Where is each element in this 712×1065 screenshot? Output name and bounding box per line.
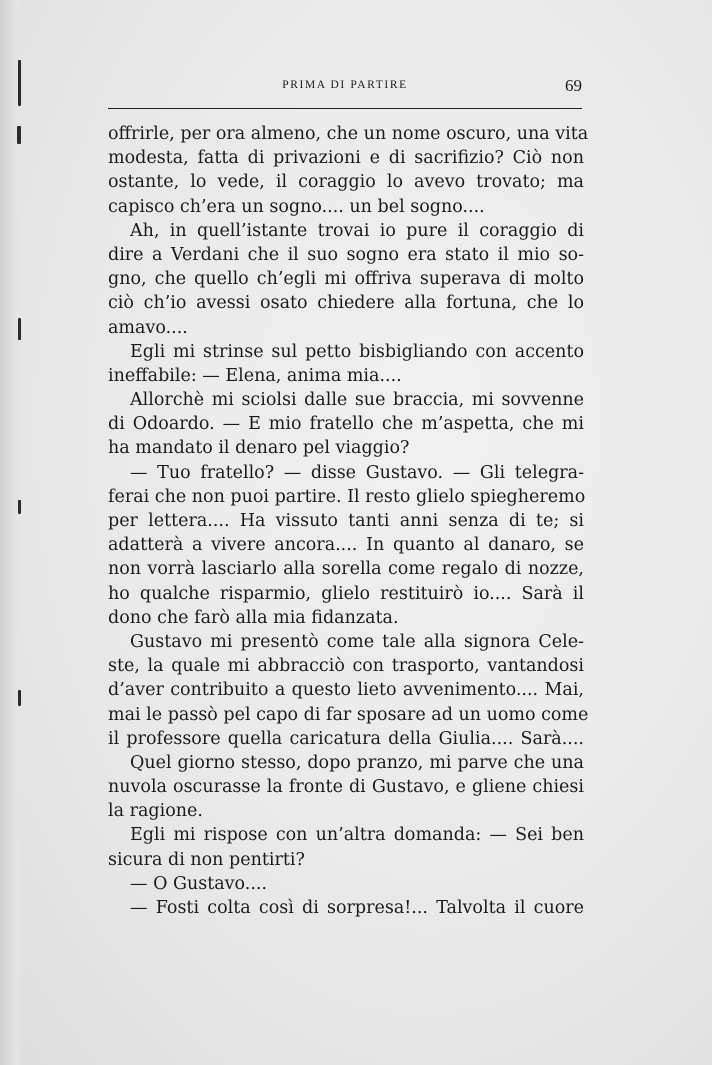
text-line: di Odoardo. — E mio fratello che m’aspetta, che mi [108,414,584,435]
binding-edge [0,0,24,1065]
text-line: sicura di non pentirti? [108,849,305,870]
text-line: d’aver contribuito a questo lieto avvenimento.... Mai, [108,680,584,701]
text-line: dono che farò alla mia fidanzata. [108,607,399,628]
text-line: ineffabile: — Elena, anima mia.... [108,365,402,386]
text-line: offrirle, per ora almeno, che un nome oscuro, una vita [108,124,589,144]
text-line: ste, la quale mi abbracciò con trasporto, vantandosi [108,656,584,677]
text-line: ostante, lo vede, il coraggio lo avevo trovato; ma [108,172,584,193]
text-line: Allorchè mi sciolsi dalle sue braccia, mi sovvenne [130,390,584,411]
running-title: PRIMA DI PARTIRE [282,79,408,91]
binding-mark [17,126,21,144]
text-line: capisco ch’era un sogno.... un bel sogno.... [108,196,485,217]
text-line: Ah, in quell’istante trovai io pure il coraggio di [130,220,584,241]
text-line: la ragione. [108,801,203,822]
text-line: ferai che non puoi partire. Il resto glielo spiegheremo [108,486,586,507]
text-line: non vorrà lasciarlo alla sorella come regalo di nozze, [108,559,584,580]
text-line: Egli mi strinse sul petto bisbigliando con accento [130,341,584,362]
binding-mark [18,318,21,340]
text-line: gno, che quello ch’egli mi offriva superava di molto [108,269,584,290]
text-line: Gustavo mi presentò come tale alla signora Cele- [130,631,584,652]
binding-mark [18,60,21,106]
header-rule [108,108,582,109]
text-line: Quel giorno stesso, dopo pranzo, mi parve che una [130,752,584,773]
text-line: mai le passò pel capo di far sposare ad un uomo come [108,704,589,725]
text-line: modesta, fatta di privazioni e di sacrifizio? Ciò non [108,148,584,169]
text-line: ha mandato il denaro pel viaggio? [108,438,410,459]
text-line: — Fosti colta così di sorpresa!... Talvolta il cuore [130,898,584,918]
text-line: Egli mi rispose con un’altra domanda: — Sei ben [130,825,584,846]
body-text [108,122,589,920]
text-line: ho qualche risparmio, glielo restituirò io.... Sarà il [108,583,584,604]
text-line: ciò ch’io avessi osato chiedere alla fortuna, che lo [108,293,584,314]
page-header [108,76,582,100]
text-line: dire a Verdani che il suo sogno era stato il mio so- [108,244,584,265]
text-line: adatterà a vivere ancora.... In quanto al danaro, se [108,535,584,556]
text-line: il professore quella caricatura della Giulia.... Sarà.... [108,728,584,749]
binding-mark [18,690,21,706]
text-line: per lettera.... Ha vissuto tanti anni senza di te; si [108,511,584,531]
text-line: amavo.... [108,317,188,338]
text-line: nuvola oscurasse la fronte di Gustavo, e gliene chiesi [108,777,584,798]
binding-mark [18,500,21,514]
text-line: — O Gustavo.... [130,873,268,894]
page-number: 69 [565,76,582,95]
text-line: — Tuo fratello? — disse Gustavo. — Gli telegra- [130,462,584,483]
